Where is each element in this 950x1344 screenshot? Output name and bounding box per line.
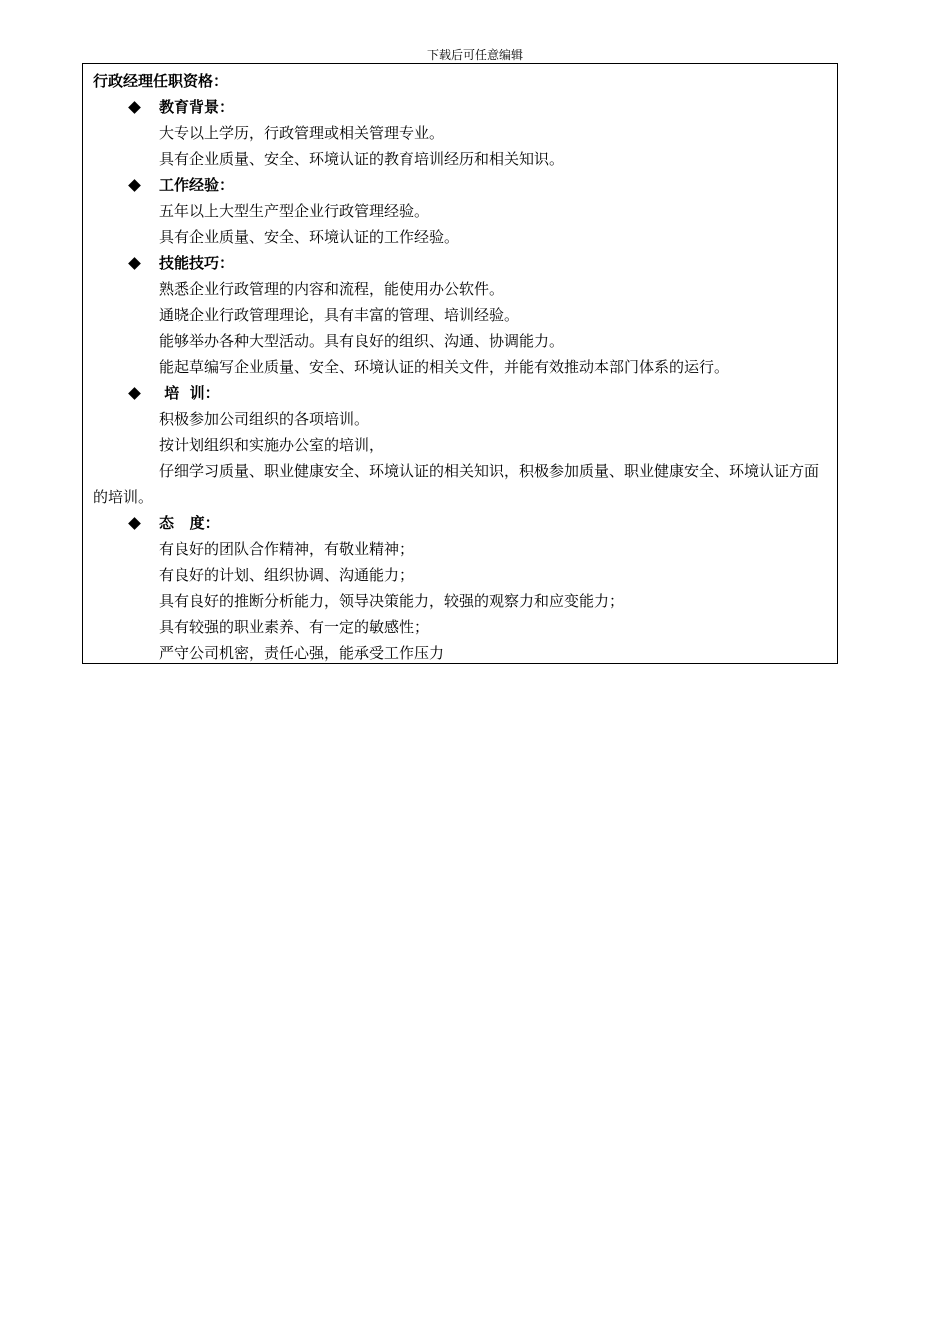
section-heading-education xyxy=(93,94,827,120)
section-heading-label: 技能技巧： xyxy=(159,254,235,272)
skills-line: 能起草编写企业质量、安全、环境认证的相关文件，并能有效推动本部门体系的运行。 xyxy=(159,358,730,376)
education-line: 具有企业质量、安全、环境认证的教育培训经历和相关知识。 xyxy=(159,150,565,168)
document-title: 行政经理任职资格： xyxy=(93,72,229,90)
skills-line: 能够举办各种大型活动。具有良好的组织、沟通、协调能力。 xyxy=(159,332,565,350)
section-heading-training xyxy=(93,380,827,406)
attitude-line: 有良好的计划、组织协调、沟通能力； xyxy=(159,566,415,584)
attitude-line: 严守公司机密，责任心强，能承受工作压力 xyxy=(159,644,445,662)
section-heading-skills xyxy=(93,250,827,276)
diamond-bullet-icon xyxy=(126,510,142,536)
section-heading-attitude xyxy=(93,510,827,536)
section-heading-label: 培 训： xyxy=(159,384,220,402)
education-line: 大专以上学历，行政管理或相关管理专业。 xyxy=(159,124,445,142)
attitude-line: 具有较强的职业素养、有一定的敏感性； xyxy=(159,618,430,636)
diamond-bullet-icon xyxy=(126,250,142,276)
diamond-bullet-icon xyxy=(126,172,142,198)
section-heading-label: 工作经验： xyxy=(159,176,235,194)
page-header: 下载后可任意编辑 xyxy=(426,48,523,62)
qualification-box xyxy=(82,63,838,664)
skills-line: 通晓企业行政管理理论，具有丰富的管理、培训经验。 xyxy=(159,306,520,324)
attitude-line: 具有良好的推断分析能力，领导决策能力，较强的观察力和应变能力； xyxy=(159,592,625,610)
attitude-line: 有良好的团队合作精神，有敬业精神； xyxy=(159,540,415,558)
training-line: 按计划组织和实施办公室的培训， xyxy=(159,436,385,454)
skills-line: 熟悉企业行政管理的内容和流程，能使用办公软件。 xyxy=(159,280,505,298)
experience-line: 具有企业质量、安全、环境认证的工作经验。 xyxy=(159,228,460,246)
training-line: 积极参加公司组织的各项培训。 xyxy=(159,410,370,428)
experience-line: 五年以上大型生产型企业行政管理经验。 xyxy=(159,202,430,220)
diamond-bullet-icon xyxy=(126,380,142,406)
section-heading-label: 态 度： xyxy=(159,514,220,532)
training-line: 仔细学习质量、职业健康安全、环境认证的相关知识，积极参加质量、职业健康安全、环境认证方面的培训。 xyxy=(93,462,820,506)
section-heading-label: 教育背景： xyxy=(159,98,235,116)
diamond-bullet-icon xyxy=(126,94,142,120)
section-heading-experience xyxy=(93,172,827,198)
